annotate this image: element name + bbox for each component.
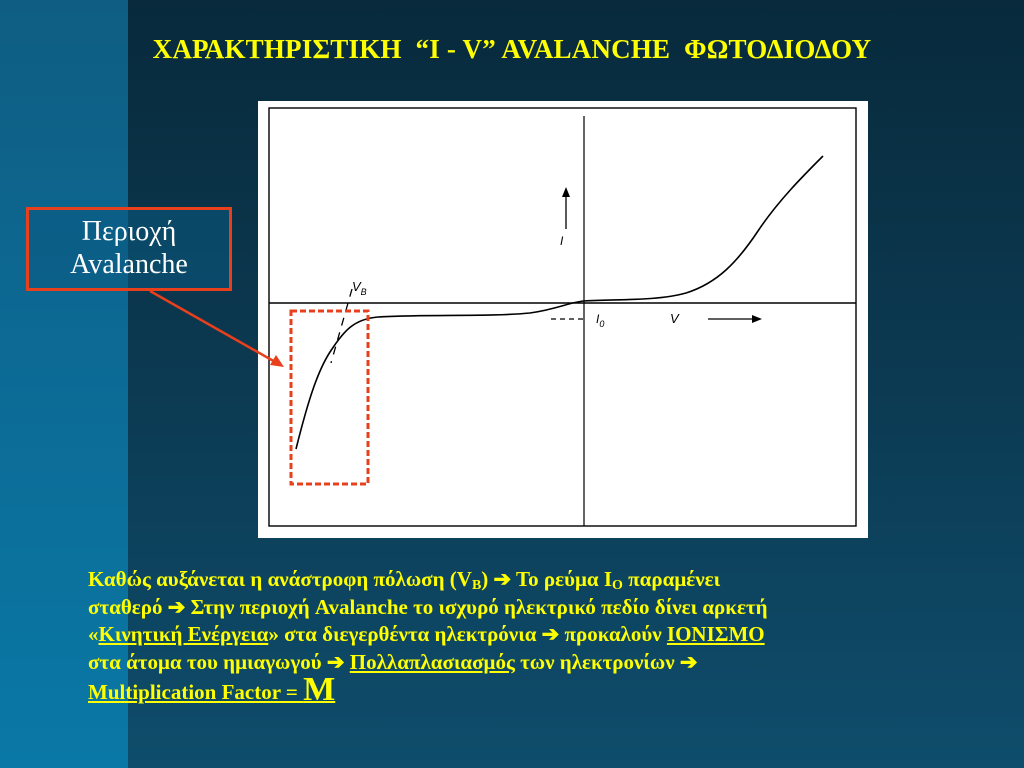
i0-label: $I_0$ [596, 312, 605, 329]
breakdown-voltage-dashed-line [331, 289, 352, 363]
vb-label: $V_B$ [352, 279, 367, 297]
slide-title: ΧΑΡΑΚΤΗΡΙΣΤΙΚΗ “I - V” AVALANCHE ΦΩΤΟΔΙΟΔΟΥ [152, 34, 872, 64]
kinetic-energy-term: Κινητική Ενέργεια [98, 622, 269, 646]
explanation-paragraph [88, 566, 1018, 707]
avalanche-region-callout [26, 207, 232, 291]
iv-characteristic-figure [258, 101, 868, 538]
multiplication-factor-label: Multiplication Factor = [88, 680, 304, 704]
callout-line-2: Avalanche [70, 249, 188, 280]
paragraph-line-2: σταθερό ➔ Στην περιοχή Avalanche το ισχυρό ηλεκτρικό πεδίο δίνει αρκετή [88, 594, 768, 619]
figure-frame [269, 108, 856, 526]
avalanche-region-highlight [291, 311, 368, 484]
paragraph-line-4: στα άτομα του ημιαγωγού ➔ Πολλαπλασιασμός των ηλεκτρονίων ➔ [88, 649, 698, 674]
paragraph-line-3: «Κινητική Ενέργεια» στα διεγερθέντα ηλεκτρόνια ➔ προκαλούν ΙΟΝΙΣΜΟ [88, 622, 765, 646]
multiplication-factor-symbol: M [303, 671, 336, 708]
right-arrow-icon: ➔ [679, 649, 698, 674]
v-label: V [670, 311, 679, 326]
iv-curve-svg [258, 101, 868, 538]
paragraph-line-5 [88, 671, 1018, 708]
ionization-term: ΙΟΝΙΣΜΟ [666, 622, 765, 646]
paragraph-line-1: Καθώς αυξάνεται η ανάστροφη πόλωση $(V_B)$ ➔ Το ρεύμα $I_O$ παραμένει [88, 567, 721, 593]
callout-line-1: Περιοχή [81, 216, 177, 247]
right-arrow-icon: ➔ [493, 567, 512, 591]
voltage-arrow-head [752, 315, 762, 323]
right-arrow-icon: ➔ [326, 649, 345, 674]
right-arrow-icon: ➔ [167, 594, 186, 619]
current-arrow-head [562, 187, 570, 197]
multiplication-term: Πολλαπλασιασμός [349, 649, 515, 674]
i-label: I [560, 234, 564, 248]
right-arrow-icon: ➔ [541, 622, 560, 646]
